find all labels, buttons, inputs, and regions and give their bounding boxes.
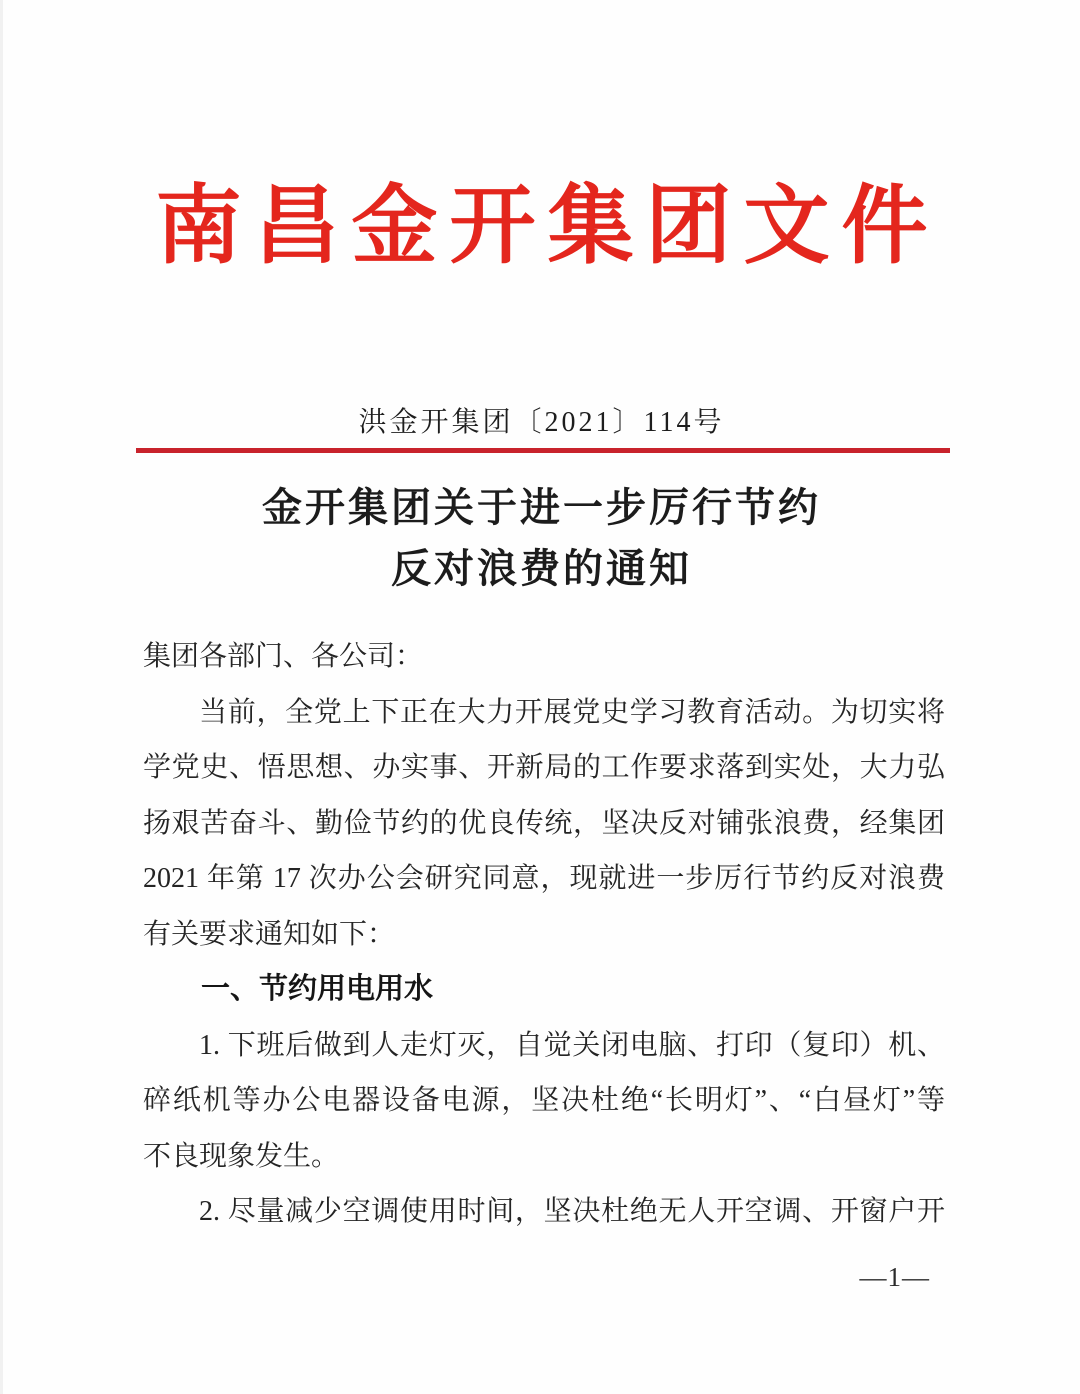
doc-number: 洪金开集团〔2021〕114号 (358, 407, 725, 438)
page-number: —1— (859, 1262, 930, 1292)
body-line: 2021 年第 17 次办公会研究同意，现就进一步厉行节约反对浪费 (143, 863, 945, 894)
body-line: 扬艰苦奋斗、勤俭节约的优良传统，坚决反对铺张浪费，经集团 (143, 807, 945, 839)
body-line: 碎纸机等办公电器设备电源，坚决杜绝“长明灯”、“白昼灯”等 (143, 1085, 945, 1116)
notice-title-line1: 金开集团关于进一步厉行节约 (262, 486, 821, 530)
body-line: 学党史、悟思想、办实事、开新局的工作要求落到实处，大力弘 (143, 752, 945, 783)
red-divider-line (136, 448, 950, 453)
notice-title (3, 478, 1080, 600)
body-line: 当前，全党上下正在大力开展党史学习教育活动。为切实将 (199, 696, 945, 728)
body-line-salutation: 集团各部门、各公司： (143, 641, 424, 672)
body-line: 1. 下班后做到人走灯灭，自觉关闭电脑、打印（复印）机、 (199, 1029, 945, 1061)
body-line: 有关要求通知如下： (143, 918, 396, 950)
notice-title-line2: 反对浪费的通知 (391, 547, 692, 591)
document-body (143, 629, 945, 1240)
red-header-title: 南昌金开集团文件 (155, 178, 940, 274)
body-line: 2. 尽量减少空调使用时间，坚决杜绝无人开空调、开窗户开 (199, 1196, 945, 1227)
section-heading: 一、节约用电用水 (201, 973, 434, 1005)
body-line: 不良现象发生。 (143, 1140, 340, 1172)
